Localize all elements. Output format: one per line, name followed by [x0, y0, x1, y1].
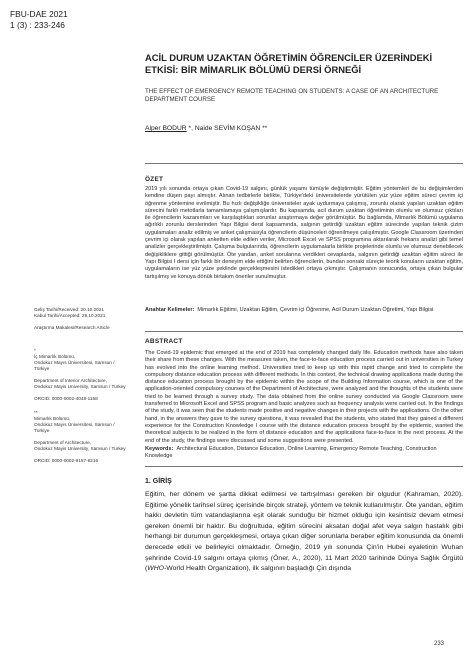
ozet-text: 2019 yılı sonunda ortaya çıkan Covid-19 salgını, günlük yaşamı tümüyle değiştirmiştir. Eğitim yöntemleri de bu değişimlerden kendine düşen payı almıştır. Alınan tedbirlerle birlikte, Türkiye'deki üniversitelerde yürütülen yüz yüze eğitim süreci çevrim içi öğrenme yöntemine evrilmiştir. Bu hızlı değişikliğe üniversiteler ayak uydurmaya çalışmış, zorunlu olarak yapılan uzaktan eğitim sürecini farklı metotlarla tamamlamaya çalışmışlardır. Bu kapsamda, acil durum uzaktan öğretiminin olumlu ve olumsuz çıktıları ile öğrencilerin kazanımları ve karşılaştıkları sorunlar araştırmaya değer görülmüştür. Bu bağlamda, Mimarlık Bölümü uygulama ağırlıklı zorunlu derslerinden Yapı Bilgisi dersi kapsamında, salgının getirdiği uzaktan eğitim sürecinde yapılan teknik çizim uygulamaları analiz edilmiş ve anket çalışmasıyla öğrencilerin düşünceleri öğrenilmeye çalışılmıştır. Google Classroom üzerinden çevrim içi olarak yapılan anketten elde edilen veriler, Microsoft Excel ve SPSS programına aktarılarak frekans analizi gibi temel analizler gerçekleştirilmiştir. Çalışma bulgularında, öğrencilerin uygulamalarla birlikte projelerinde olumlu ve olumsuz denebilecek değişikliklere gittiği görülmüştür. Öte yandan, anket sorularına verdikleri cevaplarda, salgının getirdiği uzaktan eğitim süreci ile Yapı Bilgisi I dersi için farklı bir deneyim elde ettiğini belirten öğrencilerin, bundan sonraki süreçte teorik konuların uzaktan eğitim, uygulamaların ise yüz yüze şeklinde gerçekleşmesini istedikleri ortaya çıkmıştır. Çalışmanın sonucunda, ortaya çıkan bulgular tartışılmış ve konuya dönük birtakım öneriler sunulmuştur.: [145, 186, 463, 280]
author1-affil-en-line: Ondokuz Mayis University, Samsun / Turkey: [34, 384, 126, 389]
article-type: Araştırma Makalesi/Research Article: [34, 325, 110, 330]
journal-volume: 1 (3) : 233-246: [10, 19, 65, 30]
author2-mark: **: [34, 410, 38, 415]
ozet-heading: ÖZET: [145, 176, 164, 183]
body-text-part: Eğitim, her dönem ve şartta dikkat edilmesi ve tartışılması gereken bir olgudur (Kahraman, 2020). Eğitime yönelik tarihsel süreç içerisinde birçok strateji, yöntem ve teknik kullanılmıştır. Öte yandan, eğitim hakkı devletin tüm vatandaşlarına eşit olarak sunduğu bir hizmet olduğu için kesintisiz devam etmesi gereken önemli bir haktır. Bu doğrultuda, eğitim sürecini aksatan doğal afet veya salgın hastalık gibi herhangi bir durumun gerçekleşmesi, ortaya çıkan diğer sorunlarla beraber eğitim konusunda da önemli derecede etkili ve belirleyici olmaktadır. Örneğin, 2019 yılı sonunda Çin'in Hubei eyaletinin Wuhan şehrinde Covid-19 salgını ortaya çıkmış (Öner, A., 2020), 11 Mart 2020 tarihinde Dünya Sağlık Örgütü (: [145, 491, 463, 573]
article-title-tr: ACİL DURUM UZAKTAN ÖĞRETİMİN ÖĞRENCİLER ÜZERİNDEKİ ETKİSİ: BİR MİMARLIK BÖLÜMÜ DERSİ ÖRNEĞİ: [145, 52, 433, 75]
author1-affil-line: Ondokuz Mayıs Üniversitesi, Samsun /: [34, 360, 115, 365]
section-heading-giris: 1. GİRİŞ: [145, 478, 172, 485]
divider-bottom: [145, 466, 463, 467]
author2-affil-line: Türkiye: [34, 428, 50, 433]
journal-name: FBU-DAE 2021: [10, 9, 68, 19]
article-title-en: THE EFFECT OF EMERGENCY REMOTE TEACHING ON STUDENTS: A CASE OF AN ARCHITECTURE DEPARTMENT COURSE: [145, 88, 439, 104]
page-number: 233: [434, 641, 445, 647]
author1-affil-line: İç Mimarlık Bölümü,: [34, 354, 76, 359]
accepted-date: Kabul Tarihi/Accepted: 29.10.2021: [34, 313, 106, 318]
author2-affil-en-line: Ondokuz Mayis University, Samsun / Turkey: [34, 446, 126, 451]
ozet-keywords: [145, 307, 463, 314]
author-first[interactable]: Alper BODUR: [145, 125, 187, 132]
abstract-keywords-value: Architectural Education, Distance Education, Online Learning, Emergency Remote Teaching, Construction Knowledge: [145, 446, 437, 460]
abstract-text: The Covid-19 epidemic that emerged at the end of 2019 has completely changed daily life. Education methods have also taken their share from these changes. With the measures taken, the face-to-face education process carried out in universities in Turkey has evolved into the online learning method. Universities tried to keep up with this rapid change and tried to complete the compulsory distance education process with different methods. In this context, the technical drawing applications made during the distance education process brought by the epidemic within the scope of the Building Information course, which is one of the application-oriented compulsory courses of the Department of Architecture, were analyzed and the thoughts of the students were tried to be learned through a survey study. The data obtained from the online survey conducted via Google Classroom were transferred to Microsoft Excel and SPSS program and basic analyzes such as frequency analysis were carried out. In the findings of the study, it was seen that the students made positive and negative changes in their projects with the applications. On the other hand, in the answers they gave to the survey questions, it was revealed that the students, who stated that they gained a different experience for the Construction Knowledge I course with the distance education process brought by the epidemic, wanted the theoretical subjects to be realized in the form of distance education and the applications face-to-face in the next process. At the end of the study, the findings were discussed and some suggestions were presented.: [145, 350, 463, 444]
journal-header: [10, 9, 68, 30]
abstract-heading: ABSTRACT: [145, 338, 183, 345]
author1-affil-en-line: Department of Interior Architecture,: [34, 378, 107, 383]
sidebar-author1: [34, 348, 134, 402]
authors-line: [145, 125, 267, 132]
received-date: Geliş Tarihi/Received: 20.10.2021: [34, 307, 105, 312]
divider-top: [145, 163, 463, 164]
author2-affil-en-line: Department of Architecture,: [34, 440, 92, 445]
author2-affil-line: Ondokuz Mayıs Üniversitesi, Samsun /: [34, 422, 115, 427]
divider-middle: [145, 331, 463, 332]
abstract-keywords: [145, 446, 463, 461]
author1-mark: *: [34, 348, 36, 353]
author2-orcid[interactable]: ORCID: 0000-0002-9157-8216: [34, 458, 99, 463]
author2-affil-line: Mimarlık Bölümü,: [34, 416, 71, 421]
author-first-mark: *,: [186, 125, 195, 132]
author1-affil-line: Türkiye: [34, 366, 50, 371]
ozet-keywords-value: Mimarlık Eğitimi, Uzaktan Eğitim, Çevrim içi Öğrenme, Acil Durum Uzaktan Öğretimi, Yapı Bilgisi: [197, 307, 434, 313]
author-second[interactable]: Naide SEVİM KOŞAN **: [194, 125, 268, 132]
sidebar-dates: [34, 307, 134, 331]
ozet-keywords-label: Anahtar Kelimeler:: [145, 307, 195, 313]
abstract-keywords-label: Keywords:: [145, 446, 174, 452]
body-who: WHO: [147, 565, 165, 573]
author1-orcid[interactable]: ORCID: 0000-0002-4048-1158: [34, 396, 98, 401]
sidebar-author2: [34, 410, 134, 464]
body-paragraph: [145, 490, 463, 575]
body-text-part: -World Health Organization), ilk salgının başladığı Çin dışında: [164, 565, 352, 573]
